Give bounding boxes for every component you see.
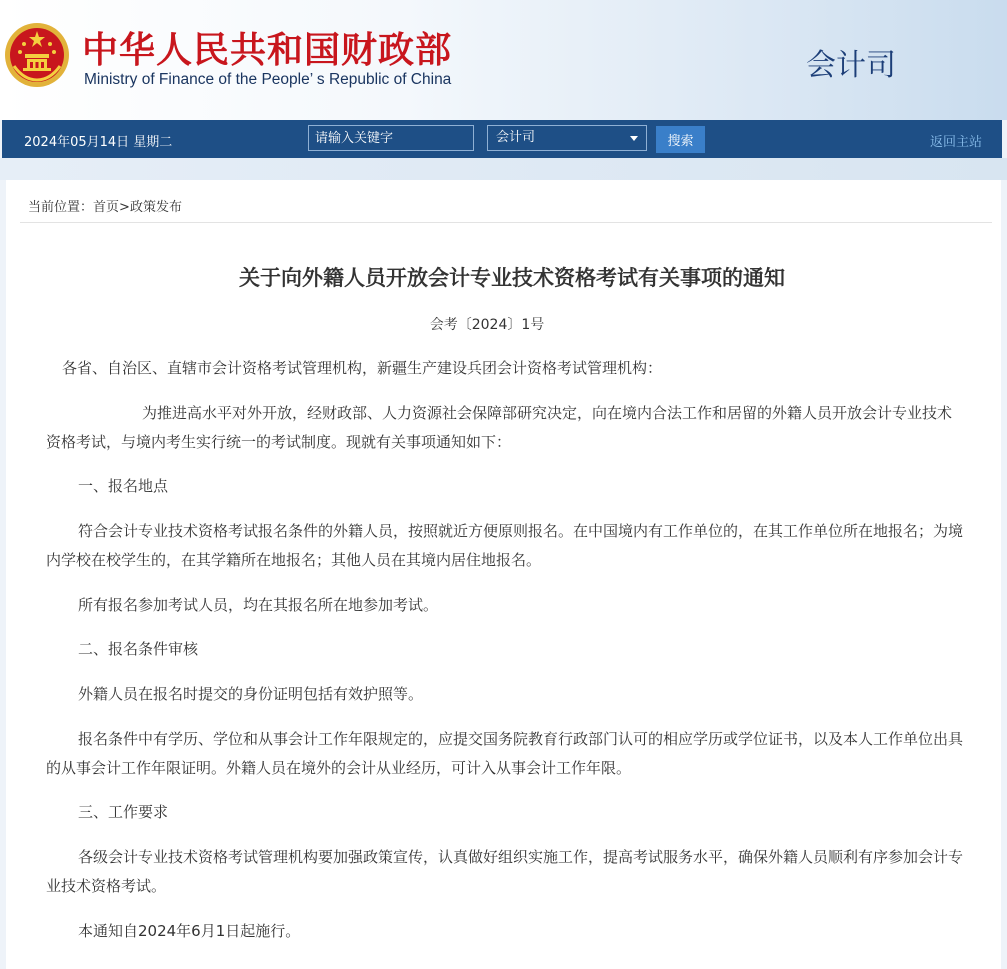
breadcrumb-home-link[interactable]: 首页 xyxy=(93,200,120,215)
main-content xyxy=(6,180,1001,969)
search-button[interactable]: 搜索 xyxy=(656,126,705,153)
national-emblem-icon xyxy=(4,22,70,88)
chevron-down-icon xyxy=(630,136,638,141)
site-name-cn[interactable]: 中华人民共和国财政部 xyxy=(82,30,453,71)
effective-date-paragraph: 本通知自2024年6月1日起施行。 xyxy=(78,922,301,940)
article-paragraph: 外籍人员在报名时提交的身份证明包括有效护照等。 xyxy=(78,685,424,703)
breadcrumb-prefix: 当前位置： xyxy=(28,200,94,215)
home-link[interactable]: 返回主站 xyxy=(929,135,982,150)
article-title: 关于向外籍人员开放会计专业技术资格考试有关事项的通知 xyxy=(239,266,785,290)
site-name-en: Ministry of Finance of the People’ s Republic of China xyxy=(84,71,452,88)
section-heading: 二、报名条件审核 xyxy=(78,640,199,658)
breadcrumb-current-link[interactable]: 政策发布 xyxy=(129,200,182,215)
department-select[interactable] xyxy=(487,125,647,151)
article-paragraph: 所有报名参加考试人员，均在其报名所在地参加考试。 xyxy=(78,596,439,614)
nav-bar xyxy=(2,120,1002,158)
article-paragraph: 报名条件中有学历、学位和从事会计工作年限规定的，应提交国务院教育行政部门认可的相应学历或学位证书，以及本人工作单位出具的从事会计工作年限证明。外籍人员在境外的会计从业经历，可计入从事会计工作年限。 xyxy=(46,730,964,777)
section-heading: 一、报名地点 xyxy=(78,477,169,495)
document-number: 会考〔2024〕1号 xyxy=(429,317,545,333)
article-paragraph: 符合会计专业技术资格考试报名条件的外籍人员，按照就近方便原则报名。在中国境内有工作单位的，在其工作单位所在地报名；为境内学校在校学生的，在其学籍所在地报名；其他人员在其境内居住地报名。 xyxy=(46,522,964,569)
search-input[interactable] xyxy=(308,125,474,151)
header-strip xyxy=(0,158,1007,180)
section-heading: 三、工作要求 xyxy=(78,803,169,821)
article-paragraph: 为推进高水平对外开放，经财政部、人力资源社会保障部研究决定，向在境内合法工作和居留的外籍人员开放会计专业技术资格考试，与境内考生实行统一的考试制度。现就有关事项通知如下： xyxy=(46,404,953,451)
site-header xyxy=(0,0,1007,120)
department-select-value: 会计司 xyxy=(496,130,536,145)
department-name: 会计司 xyxy=(806,48,896,83)
breadcrumb-divider xyxy=(20,222,992,223)
breadcrumb-separator: > xyxy=(119,200,130,215)
article-paragraph: 各级会计专业技术资格考试管理机构要加强政策宣传，认真做好组织实施工作，提高考试服务水平，确保外籍人员顺利有序参加会计专业技术资格考试。 xyxy=(46,848,964,895)
current-date: 2024年05月14日 星期二 xyxy=(24,135,173,150)
salutation-paragraph: 各省、自治区、直辖市会计资格考试管理机构，新疆生产建设兵团会计资格考试管理机构： xyxy=(62,359,663,377)
breadcrumb xyxy=(28,196,182,215)
